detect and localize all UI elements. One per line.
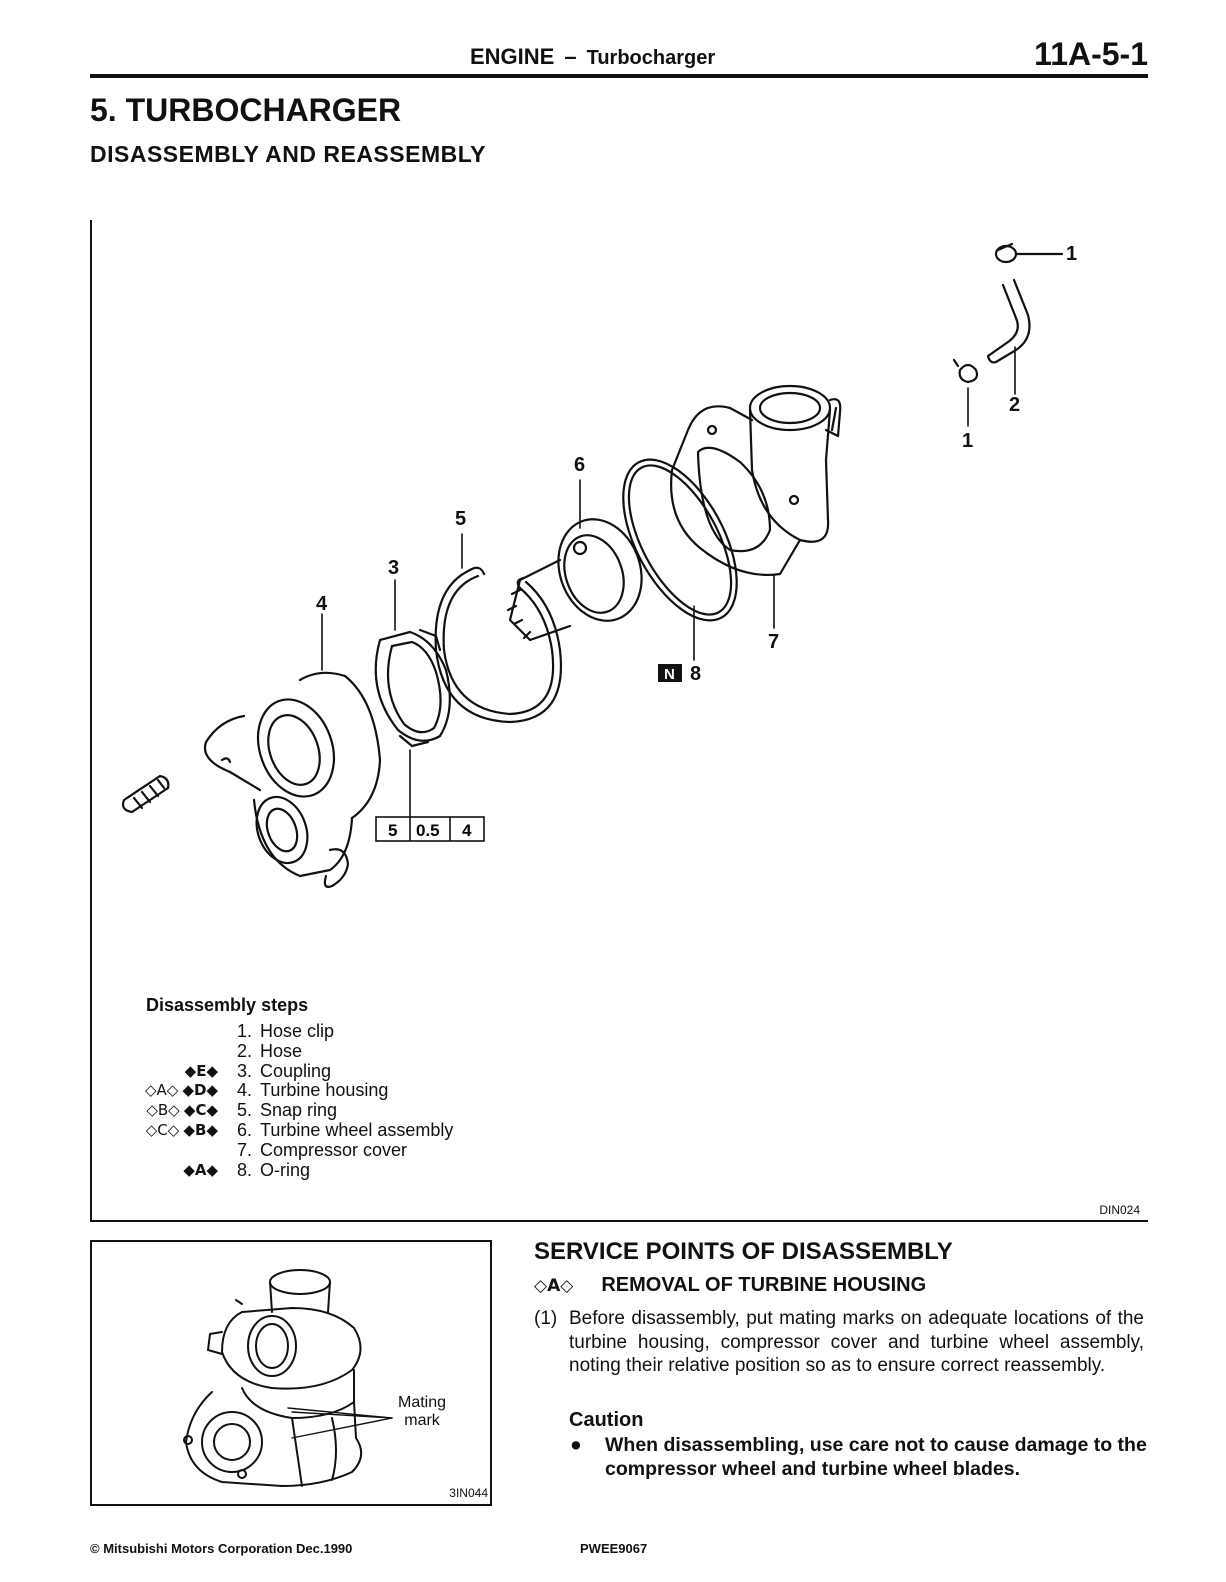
callout-7: 7	[768, 631, 780, 653]
torque-ftlbs: 4	[462, 821, 472, 840]
step-label: Coupling	[260, 1060, 332, 1081]
step-label: Snap ring	[260, 1100, 338, 1121]
mating-label-line2: mark	[404, 1412, 440, 1429]
paragraph-text: Before disassembly, put mating marks on adequate locations of the turbine housing, compressor cover and turbine wheel assembly, noting their relative position so as to ensure correct reassembly.	[569, 1308, 1144, 1376]
step-label: Turbine housing	[260, 1080, 389, 1101]
header-separator: –	[564, 44, 577, 69]
hose-part	[988, 280, 1030, 362]
open-mark: ◇A◇	[144, 1081, 179, 1100]
solid-mark: ◆D◆	[182, 1081, 218, 1100]
solid-mark: ◆C◆	[183, 1101, 218, 1120]
mating-mark-diagram	[92, 1242, 490, 1504]
page-number: 11A-5-1	[1034, 36, 1148, 72]
caution-bullet	[570, 1433, 1150, 1481]
torque-spec-box	[376, 817, 484, 841]
stud-bolt-part	[123, 776, 168, 812]
callout-1-top: 1	[1066, 243, 1078, 265]
steps-list	[140, 1022, 453, 1180]
paragraph-number: (1)	[534, 1308, 558, 1329]
step-row	[140, 1081, 453, 1101]
step-row	[140, 1141, 453, 1161]
step-label: Compressor cover	[260, 1139, 408, 1160]
mating-mark-inset	[90, 1240, 492, 1506]
step-label: O-ring	[260, 1159, 311, 1180]
compressor-cover-part	[671, 386, 840, 575]
steps-title: Disassembly steps	[146, 995, 309, 1015]
snap-ring-part	[436, 568, 561, 722]
step-row	[140, 1161, 453, 1181]
callout-5: 5	[455, 508, 467, 530]
callout-4: 4	[316, 593, 328, 615]
figure-code: DIN024	[1099, 1203, 1140, 1217]
page-subtitle: DISASSEMBLY AND REASSEMBLY	[90, 141, 486, 167]
step-number: 1.	[236, 1021, 252, 1041]
page-title: 5. TURBOCHARGER	[90, 92, 402, 128]
caution-title: Caution	[569, 1409, 644, 1431]
hose-clip-top-part	[996, 244, 1062, 262]
step-label: Hose clip	[260, 1021, 335, 1041]
footer-doc-code: PWEE9067	[580, 1541, 648, 1556]
figure-frame-bottom	[90, 1220, 1148, 1222]
bullet-dot: ●	[570, 1434, 582, 1456]
step-number: 2.	[236, 1040, 252, 1061]
step-number: 6.	[236, 1119, 252, 1140]
inset-code: 3IN044	[449, 1486, 488, 1500]
mating-mark-label	[398, 1394, 446, 1430]
o-ring-part	[600, 442, 760, 639]
service-subtitle-text: REMOVAL OF TURBINE HOUSING	[601, 1274, 927, 1296]
service-subtitle	[534, 1274, 926, 1297]
open-mark: ◇B◇	[146, 1101, 180, 1120]
hose-clip-lower-part	[954, 360, 977, 382]
callout-3: 3	[388, 557, 400, 579]
step-row	[140, 1042, 453, 1062]
step-label: Turbine wheel assembly	[260, 1119, 454, 1140]
step-number: 5.	[236, 1100, 252, 1121]
step-label: Hose	[260, 1040, 303, 1061]
service-paragraph	[534, 1307, 1144, 1378]
service-mark: ◇A◇	[534, 1276, 574, 1296]
step-row	[140, 1101, 453, 1121]
mating-label-line1: Mating	[398, 1394, 447, 1411]
step-row	[140, 1121, 453, 1141]
caution-text: When disassembling, use care not to cause damage to the compressor wheel and turbine wheel blades.	[605, 1434, 1147, 1480]
callout-1-lower: 1	[962, 430, 974, 452]
callout-6: 6	[574, 454, 586, 476]
step-row	[140, 1062, 453, 1082]
open-mark: ◇C◇	[145, 1120, 180, 1139]
solid-mark: ◆B◆	[183, 1120, 218, 1139]
step-number: 3.	[236, 1060, 252, 1081]
solid-mark: ◆A◆	[183, 1160, 218, 1179]
turbine-housing-part	[205, 673, 380, 887]
new-part-mark-label: N	[664, 666, 675, 683]
header-subsection: Turbocharger	[586, 47, 716, 69]
header-section: ENGINE	[470, 44, 555, 69]
new-part-mark-icon	[658, 664, 682, 683]
step-number: 7.	[236, 1139, 252, 1160]
step-number: 8.	[236, 1159, 252, 1180]
service-title: SERVICE POINTS OF DISASSEMBLY	[534, 1238, 953, 1265]
callout-8: 8	[690, 663, 702, 685]
torque-nm: 5	[388, 821, 398, 840]
step-row	[140, 1022, 453, 1042]
solid-mark: ◆E◆	[184, 1061, 218, 1080]
callout-2: 2	[1009, 394, 1021, 416]
step-number: 4.	[236, 1080, 252, 1101]
footer-copyright: © Mitsubishi Motors Corporation Dec.1990	[90, 1541, 353, 1556]
coupling-part	[376, 630, 450, 746]
torque-kgm: 0.5	[416, 821, 440, 840]
